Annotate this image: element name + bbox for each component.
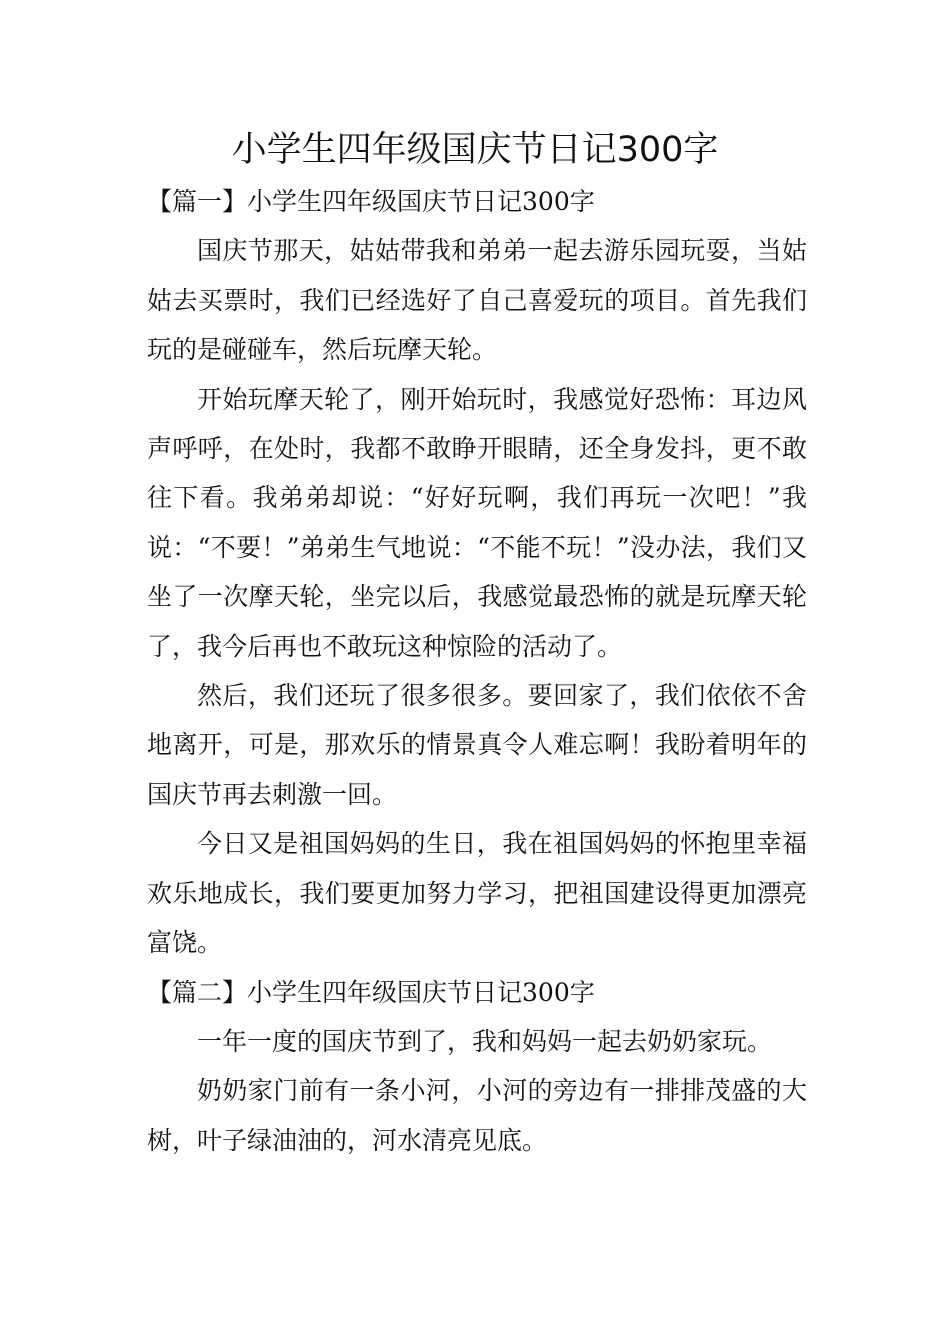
section-heading: 【篇一】小学生四年级国庆节日记300字: [147, 187, 595, 216]
section-1: [147, 177, 807, 968]
paragraph: 国庆节那天，姑姑带我和弟弟一起去游乐园玩耍，当姑姑去买票时，我们已经选好了自己喜爱玩的项目。首先我们玩的是碰碰车，然后玩摩天轮。: [147, 236, 807, 365]
document-title: 小学生四年级国庆节日记300字: [231, 130, 719, 170]
paragraph: 一年一度的国庆节到了，我和妈妈一起去奶奶家玩。: [197, 1026, 773, 1056]
paragraph: 开始玩摩天轮了，刚开始玩时，我感觉好恐怖：耳边风声呼呼，在处时，我都不敢睁开眼睛，还全身发抖，更不敢往下看。我弟弟却说：“好好玩啊，我们再玩一次吧！”我说：“不要！”弟弟生气地说：“不能不玩！”没办法，我们又坐了一次摩天轮，坐完以后，我感觉最恐怖的就是玩摩天轮了，我今后再也不敢玩这种惊险的活动了。: [147, 384, 807, 661]
paragraph: 然后，我们还玩了很多很多。要回家了，我们依依不舍地离开，可是，那欢乐的情景真令人难忘啊！我盼着明年的国庆节再去刺激一回。: [147, 681, 807, 809]
section-heading: 【篇二】小学生四年级国庆节日记300字: [147, 977, 595, 1007]
paragraph: 今日又是祖国妈妈的生日，我在祖国妈妈的怀抱里幸福欢乐地成长，我们要更加努力学习，把祖国建设得更加漂亮富饶。: [147, 829, 807, 958]
document-body: [147, 177, 807, 1165]
section-2: [147, 968, 807, 1166]
paragraph: 奶奶家门前有一条小河，小河的旁边有一排排茂盛的大树，叶子绿油油的，河水清亮见底。: [147, 1076, 807, 1155]
